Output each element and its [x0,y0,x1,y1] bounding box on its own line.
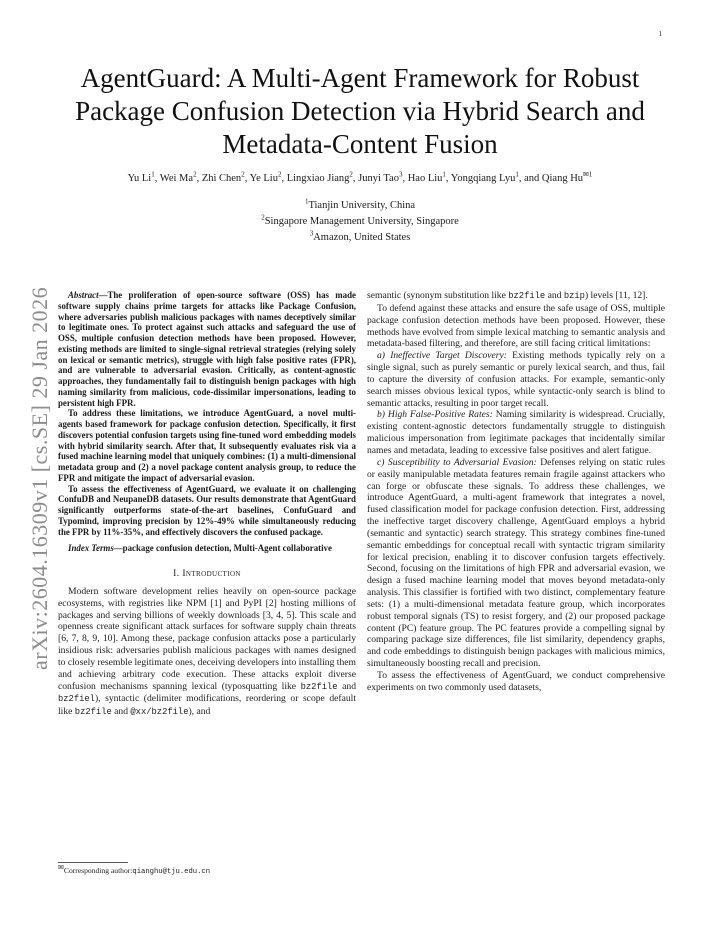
author-name: Lingxiao Jiang [286,173,350,184]
affiliation-item [40,230,680,246]
abstract-label: Abstract [68,290,99,300]
abstract [58,290,356,537]
limitation-b-text: Naming similarity is widespread. Crucially, existing content-agnostic detectors fundamentally struggle to distinguish malicious impersonation from legitimate packages that incidentally similar names and metadata, leading to excessive false positives and alert fatigue. [367,409,666,456]
affiliation-text: Tianjin University, China [308,200,416,211]
author-affiliation-mark: 1 [151,170,155,179]
author-name: Hao Liu [407,173,443,184]
limitation-c-lead: c) Susceptibility to Adversarial Evasion: [377,456,537,468]
introduction-left-body [58,586,356,719]
limitation-c-text: Defenses relying on static rules or easily manipulable metadata features remain fragile against attackers who can forge or obfuscate these signals. To address these challenges, we introduce AgentGuard, a multi-agent framework that integrates a novel, fused classification model for package confusion detection. First, addressing the ineffective target discovery challenge, AgentGuard employs a hybrid (semantic and syntactic) search strategy. This strategy combines fine-tuned semantic embeddings for conceptual recall with syntactic trigram similarity for lexical precision, enabling it to discover confusion targets effectively. Second, focusing on the limitations of high FPR and adversarial evasion, we design a fused machine learning model that moves beyond metadata-only analysis. This classifier is fortified with two distinct, complementary feature sets: (1) a multi-dimensional metadata feature group, which incorporates robust temporal signals (TS) to resist forgery, and (2) our proposed package content (PC) feature group. The PC features provide a compelling signal by comparing package size differences, file list similarity, dependency graphs, and code embeddings to distinguish benign packages with malicious mimics, simultaneously boosting recall and precision. [367,456,665,670]
intro-text: ), syntactic (delimiter modifications, reordering or scope default like [58,693,356,718]
affiliation-text: Amazon, United States [313,232,411,243]
abstract-paragraph-3: To assess the effectiveness of AgentGuard, we evaluate it on challenging ConfuDB and NeupaneDB datasets. Our results demonstrate that AgentGuard significantly outperforms state-of-the-art baselines, ConfuGuard and Typomind, improving precision by 12%-49% while simultaneously reducing the FPR by 11%-35%, and effectively discovers the confused package. [58,483,356,537]
index-terms [58,543,356,554]
author-name: Yongqiang Lyu [450,173,516,184]
author-name: Qiang Hu [541,173,584,184]
limitation-a-lead: a) Ineffective Target Discovery: [377,350,507,362]
left-column [58,290,356,719]
limitation-a [367,350,665,409]
right-column [367,290,665,694]
abstract-paragraph-1: —The proliferation of open-source software (OSS) has made software supply chains prime targets for attacks like Package Confusion, where adversaries publish malicious packages with names deceptively similar to legitimate ones. To protect against such attacks and safeguard the use of OSS, multiple confusion detection methods have been proposed. However, existing methods are limited to single-signal retrieval strategies (relying solely on lexical or semantic metrics), struggle with high false positive rates (FPR), and are vulnerable to adversarial evasion. Critically, as content-agnostic approaches, they fundamentally fail to distinguish benign packages with high naming similarity from malicious, code-dissimilar impersonations, leading to persistent high FPR. [58,290,356,408]
author-affiliation-mark: 2 [193,170,197,179]
author-affiliation-mark: 2 [241,170,245,179]
limitation-b-lead: b) High False-Positive Rates: [377,409,493,421]
author-name: Yu Li [127,173,152,184]
code-bzip: bzip [563,291,585,301]
abstract-paragraph-2: To address these limitations, we introduce AgentGuard, a novel multi-agents based framework for package confusion detection. Specifically, it first discovers potential confusion targets using fine-tuned word embedding models with hybrid similarity search. After that, It subsequently evaluates risk via a fused machine learning model that uniquely combines: (1) a multi-dimensional metadata group and (2) a novel package content analysis group, to reduce the FPR and mitigate the impact of adversarial evasion. [58,408,356,483]
page-number: 1 [658,30,662,38]
affiliation-mark: 3 [309,229,314,238]
index-terms-text: —package confusion detection, Multi-Agent collaborative [113,543,332,554]
affiliation-item [40,214,680,230]
affiliation-list [40,198,680,246]
intro-text: and [111,706,131,718]
author-name: Junyi Tao [358,173,399,184]
intro-text: semantic (synonym substitution like [367,290,509,301]
author-affiliation-mark: 3 [398,170,403,179]
author-name: Wei Ma [159,173,194,184]
affiliation-mark: 1 [304,197,309,206]
section-heading-introduction: I. Introduction [173,568,241,579]
footnote-rule [58,862,128,863]
author-email-link[interactable]: qianghu@tju.edu.cn [132,868,211,876]
affiliation-mark: 2 [261,213,265,222]
limitation-b [367,409,665,456]
intro-continuation [367,290,665,303]
intro-text: Modern software development relies heavily on open-source package ecosystems, with registries like NPM [1] and PyPI [2] hosting millions of packages and serving billions of weekly downloads [3, 4, 5]. This scale and openness create significant attack surfaces for software supply chain threats [6, 7, 8, 9, 10]. Among these, package confusion attacks pose a particularly insidious risk: adversaries publish malicious packages with names designed to closely resemble legitimate ones, deceiving developers into installing them and achieving arbitrary code execution. These attacks exploit diverse confusion mechanisms spanning lexical (typosquatting like [58,585,356,692]
intro-text: and [545,290,564,301]
intro-paragraph-1 [58,586,356,719]
code-bz2file: bz2file [300,681,338,692]
index-terms-label: Index Terms [68,543,114,554]
code-bz2file: bz2file [74,707,112,718]
affiliation-text: Singapore Management University, Singapore [264,216,459,227]
author-affiliation-mark: 2 [349,170,353,179]
footnote-corresponding-author [58,863,211,877]
author-name: Zhi Chen [201,173,242,184]
code-scoped-bz2file: @xx/bz2file [130,707,189,718]
intro-paragraph-last: To assess the effectiveness of AgentGuard, we conduct comprehensive experiments on two commonly used datasets, [367,670,665,693]
intro-text: ), and [188,706,211,718]
arxiv-identifier-stamp[interactable]: arXiv:2604.16309v1 [cs.SE] 29 Jan 2026 [27,286,52,670]
affiliation-item [40,198,680,214]
author-affiliation-mark: 2 [277,170,282,179]
author-affiliation-mark: 1 [442,170,446,179]
author-list: Yu Li$^1$, Wei Ma$^2$, Zhi Chen$^2$, Ye Liu$^2$, Lingxiao Jiang$^2$, Junyi Tao$^3$, Hao Liu$^1$, Yongqiang Lyu$^1$, and Qiang $Hu^{✉1}$ [127,170,593,184]
code-bz2fiel: bz2fiel [58,694,95,705]
paper-title: AgentGuard: A Multi-Agent Framework for Robust Package Confusion Detection via Hybrid Search and Metadata-Content Fusion [75,63,645,159]
limitation-a-text: Existing methods typically rely on a single signal, such as purely semantic or purely lexical search, and thus, fail to capture the diversity of confusion attacks. For example, semantic-only search misses obvious lexical typos, while syntactic-only search is blind to semantic attacks, resulting in poor target recall. [367,350,665,409]
envelope-icon: ✉ [58,863,64,872]
footnote-label: Corresponding author: [63,866,133,875]
author-affiliation-mark: 1 [515,170,519,179]
intro-paragraph-2: To defend against these attacks and ensure the safe usage of OSS, multiple package confusion detection methods have been proposed. However, these methods have evolved from simple lexical matching to semantic analysis and metadata-based filtering, and therefore, are still facing critical limitations: [367,302,665,350]
intro-text: ) levels [11, 12]. [584,290,648,301]
author-affiliation-mark: ✉1 [583,170,593,179]
code-bz2file: bz2file [508,291,546,301]
intro-text: and [337,680,356,692]
author-name: Ye Liu [249,173,278,184]
limitation-c [367,457,665,670]
